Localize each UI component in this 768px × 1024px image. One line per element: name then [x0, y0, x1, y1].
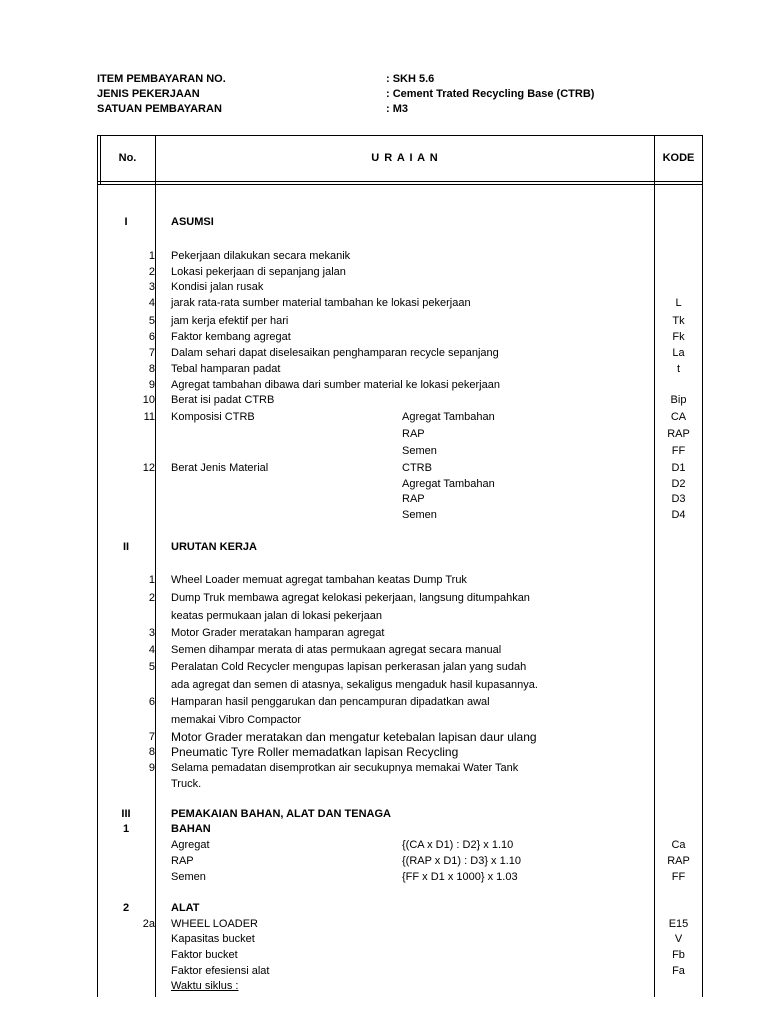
section-number: II [122, 541, 130, 553]
item-value: : SKH 5.6 [386, 73, 435, 85]
jenis-label: JENIS PEKERJAAN [97, 88, 200, 100]
step-description: Pneumatic Tyre Roller memadatkan lapisan Recycling [171, 745, 459, 759]
table-header-bottom-1 [97, 181, 703, 182]
item-kode: RAP [667, 855, 690, 867]
col-header-no: No. [118, 152, 137, 164]
col-header-uraian: U R A I A N [371, 152, 439, 164]
berat-jenis-component: Semen [402, 509, 437, 521]
step-description: Wheel Loader memuat agregat tambahan keatas Dump Truk [171, 574, 467, 586]
item-description: Berat isi padat CTRB [171, 394, 275, 406]
subsection-number: 1 [122, 823, 130, 835]
item-kode: RAP [667, 428, 690, 440]
step-description: Motor Grader meratakan dan mengatur ketebalan lapisan daur ulang [171, 730, 537, 744]
step-description: Dump Truk membawa agregat kelokasi pekerjaan, langsung ditumpahkan [171, 592, 530, 604]
table-top-border [97, 135, 703, 136]
item-kode: FF [671, 871, 686, 883]
berat-jenis-component: RAP [402, 493, 425, 505]
material-name: RAP [171, 855, 194, 867]
section-number: I [124, 216, 128, 228]
item-kode: t [676, 363, 681, 375]
item-kode: CA [670, 411, 687, 423]
item-description: Kondisi jalan rusak [171, 281, 264, 293]
item-kode: Fb [672, 949, 685, 961]
step-description: Hamparan hasil penggarukan dan pencampuran dipadatkan awal [171, 696, 490, 708]
item-description: jam kerja efektif per hari [171, 315, 289, 327]
item-number: 1 [148, 250, 155, 262]
item-description: Berat Jenis Material [171, 462, 269, 474]
section-title: URUTAN KERJA [171, 541, 257, 553]
section-number: III [121, 808, 131, 820]
item-kode: Fa [672, 965, 685, 977]
equipment-item: Faktor bucket [171, 949, 238, 961]
komposisi-component: RAP [402, 428, 425, 440]
subsection-number: 2 [122, 902, 130, 914]
item-kode: D1 [671, 462, 686, 474]
item-number: 7 [148, 347, 155, 359]
item-description: Komposisi CTRB [171, 411, 255, 423]
komposisi-component: Agregat Tambahan [402, 411, 495, 423]
item-kode: Ca [671, 839, 686, 851]
step-description: keatas permukaan jalan di lokasi pekerjaan [171, 610, 382, 622]
step-description: Semen dihampar merata di atas permukaan agregat secara manual [171, 644, 502, 656]
step-number: 2 [148, 592, 155, 604]
item-label: ITEM PEMBAYARAN NO. [97, 73, 226, 85]
item-number: 9 [148, 379, 155, 391]
equipment-item: Faktor efesiensi alat [171, 965, 270, 977]
step-number: 3 [148, 627, 155, 639]
table-header-bottom-2 [97, 184, 703, 185]
col-divider-no [155, 135, 156, 997]
col-header-kode: KODE [662, 152, 695, 164]
berat-jenis-component: Agregat Tambahan [402, 478, 495, 490]
step-number: 6 [148, 696, 155, 708]
item-kode: Fk [672, 331, 685, 343]
item-kode: D2 [671, 478, 686, 490]
item-kode: La [672, 347, 685, 359]
step-number: 4 [148, 644, 155, 656]
step-number: 9 [148, 762, 155, 774]
item-description: Faktor kembang agregat [171, 331, 291, 343]
section-title: ASUMSI [171, 216, 214, 228]
item-kode: Bip [670, 394, 687, 406]
waktu-siklus-label [171, 980, 238, 993]
material-formula: {(RAP x D1) : D3} x 1.10 [402, 855, 522, 867]
satuan-value: : M3 [386, 103, 408, 115]
satuan-label: SATUAN PEMBAYARAN [97, 103, 222, 115]
step-number: 1 [148, 574, 155, 586]
item-number: 10 [142, 394, 155, 406]
waktu-siklus-text: Waktu siklus : [171, 980, 239, 992]
item-number: 6 [148, 331, 155, 343]
item-kode: V [674, 933, 683, 945]
material-formula: {FF x D1 x 1000} x 1.03 [402, 871, 518, 883]
step-description: Motor Grader meratakan hamparan agregat [171, 627, 385, 639]
item-kode: FF [671, 445, 686, 457]
subsection-title: BAHAN [171, 823, 211, 835]
step-description: Selama pemadatan disemprotkan air secukupnya memakai Water Tank [171, 762, 519, 774]
item-number: 3 [148, 281, 155, 293]
step-description: Peralatan Cold Recycler mengupas lapisan perkerasan jalan yang sudah [171, 661, 527, 673]
material-name: Semen [171, 871, 206, 883]
item-number: 2 [148, 266, 155, 278]
item-number: 8 [148, 363, 155, 375]
step-number: 5 [148, 661, 155, 673]
item-description: jarak rata-rata sumber material tambahan ke lokasi pekerjaan [171, 297, 471, 309]
berat-jenis-component: CTRB [402, 462, 432, 474]
subsection-title: ALAT [171, 902, 200, 914]
item-kode: L [675, 297, 682, 309]
jenis-value: : Cement Trated Recycling Base (CTRB) [386, 88, 595, 100]
step-number: 8 [148, 746, 155, 758]
item-description: Pekerjaan dilakukan secara mekanik [171, 250, 351, 262]
item-kode: D4 [671, 509, 686, 521]
item-description: Tebal hamparan padat [171, 363, 281, 375]
table-right-border [702, 135, 703, 997]
equipment-item: Kapasitas bucket [171, 933, 255, 945]
item-number: 12 [142, 462, 155, 474]
komposisi-component: Semen [402, 445, 437, 457]
item-kode: Tk [672, 315, 685, 327]
item-description: Dalam sehari dapat diselesaikan penghamparan recycle sepanjang [171, 347, 499, 359]
item-number: 5 [148, 315, 155, 327]
step-description: memakai Vibro Compactor [171, 714, 302, 726]
equipment-item: WHEEL LOADER [171, 918, 259, 930]
item-description: Agregat tambahan dibawa dari sumber material ke lokasi pekerjaan [171, 379, 500, 391]
item-number: 2a [142, 918, 155, 930]
item-number: 4 [148, 297, 155, 309]
item-number: 11 [143, 411, 155, 423]
material-name: Agregat [171, 839, 210, 851]
step-number: 7 [148, 731, 155, 743]
item-kode: E15 [668, 918, 689, 930]
step-description: ada agregat dan semen di atasnya, sekaligus mengaduk hasil kupasannya. [171, 679, 538, 691]
step-description: Truck. [171, 778, 202, 790]
section-title: PEMAKAIAN BAHAN, ALAT DAN TENAGA [171, 808, 391, 820]
table-left-border [97, 135, 98, 997]
item-kode: D3 [671, 493, 686, 505]
material-formula: {(CA x D1) : D2} x 1.10 [402, 839, 514, 851]
item-description: Lokasi pekerjaan di sepanjang jalan [171, 266, 346, 278]
